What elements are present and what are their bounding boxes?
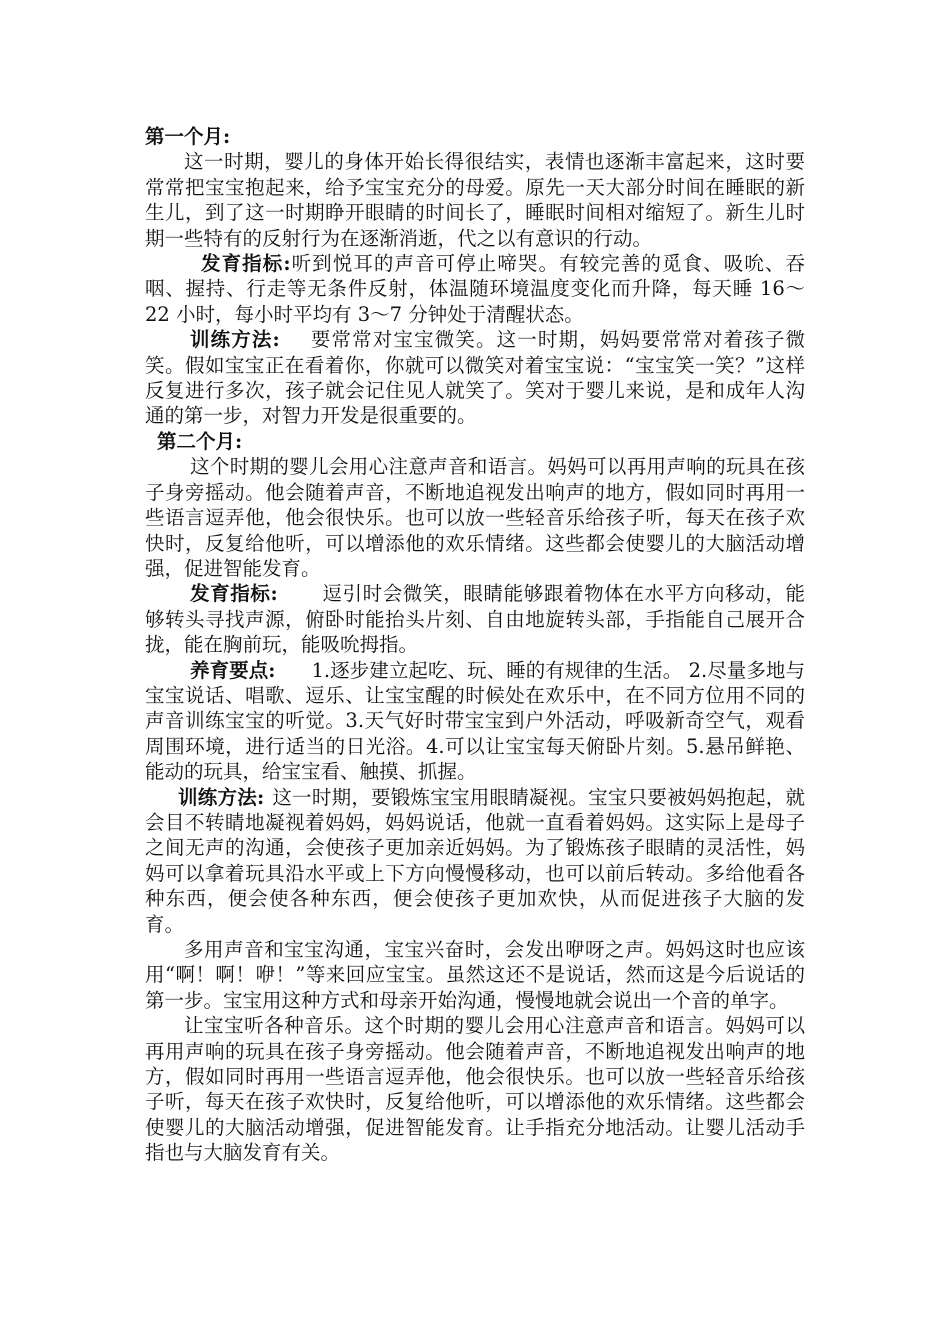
month2-intro-paragraph <box>145 454 805 581</box>
document-page <box>145 124 805 1166</box>
month2-dev-text: 逗引时会微笑，眼睛能够跟着物体在水平方向移动，能够转头寻找声源，俯卧时能抬头片刻、自由地旋转头部，手指能自己展开合拢，能在胸前玩，能吸吮拇指。 <box>145 582 805 657</box>
month1-train-text: 要常常对宝宝微笑。这一时期，妈妈要常常对着孩子微笑。假如宝宝正在看着你，你就可以微笑对着宝宝说：“宝宝笑一笑？”这样反复进行多次，孩子就会记住见人就笑了。笑对于婴儿来说，是和成年人沟通的第一步，对智力开发是很重要的。 <box>145 328 805 428</box>
month1-dev-label: 发育指标: <box>201 252 291 276</box>
month1-train-label: 训练方法: <box>190 328 280 352</box>
month2-care-paragraph <box>145 658 805 785</box>
month2-train-paragraph <box>145 785 805 937</box>
month1-train-paragraph <box>145 327 805 429</box>
month2-dev-label: 发育指标: <box>190 582 278 606</box>
month1-intro-paragraph <box>145 149 805 251</box>
month2-intro-text: 这个时期的婴儿会用心注意声音和语言。妈妈可以再用声响的玩具在孩子身旁摇动。他会随着声音，不断地追视发出响声的地方，假如同时再用一些语言逗弄他，他会很快乐。也可以放一些轻音乐给孩子听，每天在孩子欢快时，反复给他听，可以增添他的欢乐情绪。这些都会使婴儿的大脑活动增强，促进智能发育。 <box>145 455 805 580</box>
month2-train-label: 训练方法: <box>178 785 265 809</box>
month2-sound-text: 多用声音和宝宝沟通，宝宝兴奋时，会发出咿呀之声。妈妈这时也应该用“啊！啊！咿！”等来回应宝宝。虽然这还不是说话，然而这是今后说话的第一步。宝宝用这种方式和母亲开始沟通，慢慢地就会说出一个音的单字。 <box>145 938 805 1012</box>
month2-music-paragraph <box>145 1013 805 1165</box>
month2-care-text: 1.逐步建立起吃、玩、睡的有规律的生活。 2.尽量多地与宝宝说话、唱歌、逗乐、让宝宝醒的时候处在欢乐中，在不同方位用不同的声音训练宝宝的听觉。3.天气好时带宝宝到户外活动，呼吸新奇空气，观看周围环境，进行适当的日光浴。4.可以让宝宝每天俯卧片刻。5.悬吊鲜艳、能动的玩具，给宝宝看、触摸、抓握。 <box>145 658 805 784</box>
month1-dev-paragraph <box>145 251 805 327</box>
month1-intro-text: 这一时期，婴儿的身体开始长得很结实，表情也逐渐丰富起来，这时要常常把宝宝抱起来，给予宝宝充分的母爱。原先一天大部分时间在睡眠的新生儿，到了这一时期睁开眼睛的时间长了，睡眠时间相对缩短了。新生儿时期一些特有的反射行为在逐渐消逝，代之以有意识的行动。 <box>145 150 805 250</box>
month2-sound-paragraph <box>145 937 805 1013</box>
month2-train-text: 这一时期，要锻炼宝宝用眼睛凝视。宝宝只要被妈妈抱起，就会目不转睛地凝视着妈妈，妈妈说话，他就一直看着妈妈。这实际上是母子之间无声的沟通，会使孩子更加亲近妈妈。为了锻炼孩子眼睛的灵活性，妈妈可以拿着玩具沿水平或上下方向慢慢移动，也可以前后转动。多给他看各种东西，便会使各种东西，便会使孩子更加欢快，从而促进孩子大脑的发育。 <box>145 785 805 936</box>
month2-heading: 第二个月: <box>157 429 243 453</box>
month2-dev-paragraph <box>145 581 805 657</box>
month1-dev-text: 听到悦耳的声音可停止啼哭。有较完善的觅食、吸吮、吞咽、握持、行走等无条件反射，体温随环境温度变化而升降，每天睡 16～22 小时，每小时平均有 3～7 分钟处于清醒状态。 <box>145 252 805 326</box>
month2-care-label: 养育要点: <box>190 658 276 682</box>
month2-music-text: 让宝宝听各种音乐。这个时期的婴儿会用心注意声音和语言。妈妈可以再用声响的玩具在孩子身旁摇动。他会随着声音，不断地追视发出响声的地方，假如同时再用一些语言逗弄他，他会很快乐。也可以放一些轻音乐给孩子听，每天在孩子欢快时，反复给他听，可以增添他的欢乐情绪。这些都会使婴儿的大脑活动增强，促进智能发育。让手指充分地活动。让婴儿活动手指也与大脑发育有关。 <box>145 1014 805 1165</box>
month1-heading: 第一个月: <box>145 125 231 148</box>
